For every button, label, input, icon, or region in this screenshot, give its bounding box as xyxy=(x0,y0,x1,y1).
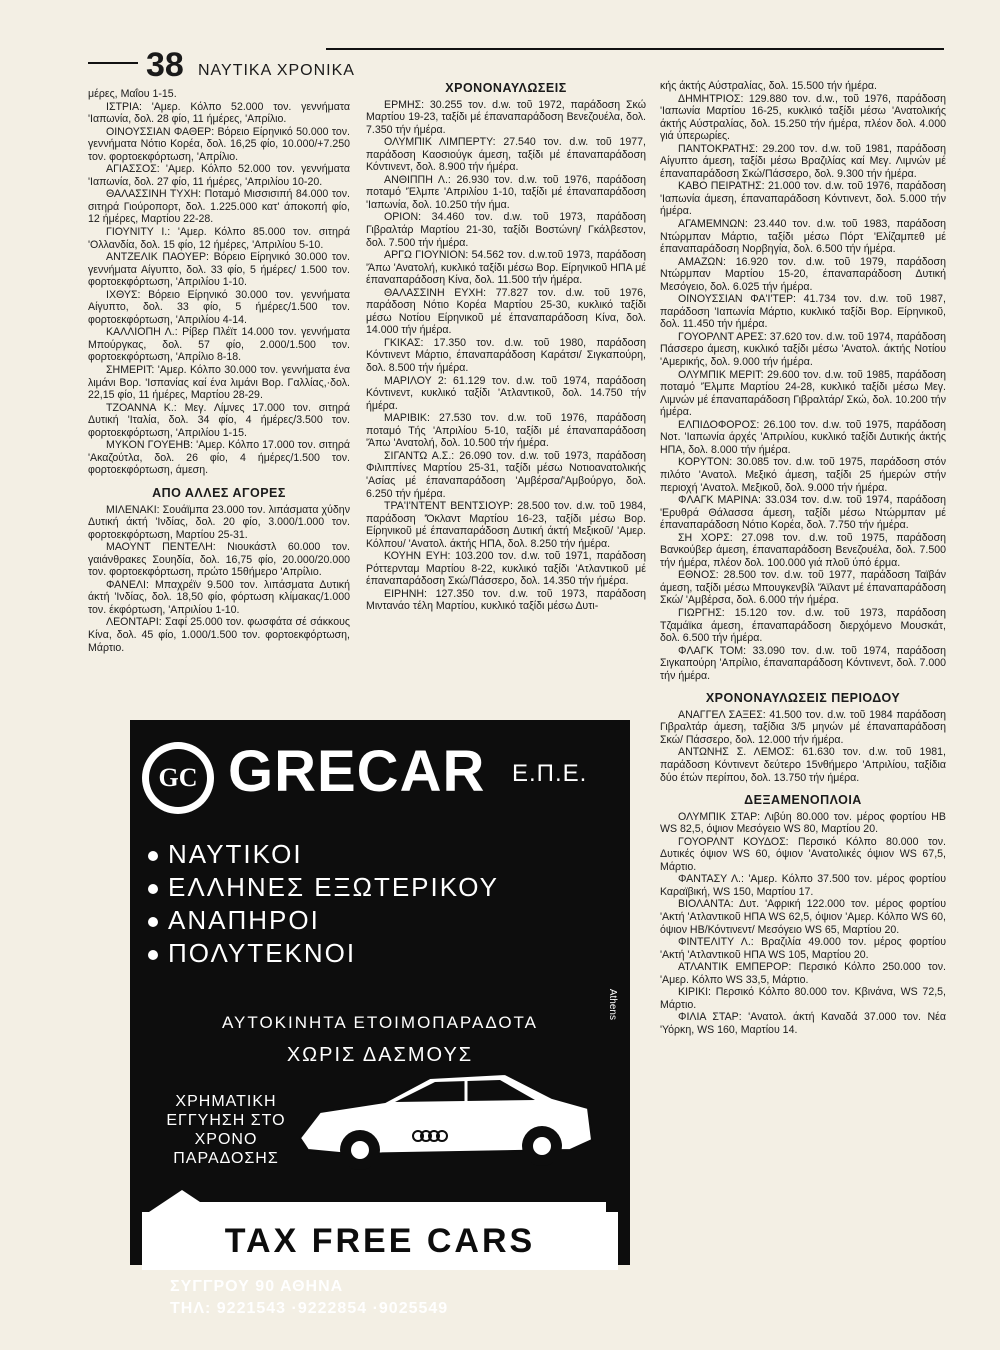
ad-phones: ΤΗΛ: 9221543 ·9222854 ·9025549 xyxy=(170,1300,449,1317)
list-item: ΚΑΛΛΙΟΠΗ Λ.: Ρίβερ Πλέϊτ 14.000 τον. γεννήματα Μπούργκας, δολ. 57 φίο, 2.000/1.500 τον. φορτοεκφόρτωση, 'Απρίλιο 8-18. xyxy=(88,326,350,364)
list-item: ΦΛΑΓΚ ΜΑΡΙΝΑ: 33.034 τον. d.w. τοῦ 1974, παράδοση 'Ερυθρά Θάλασσα άμεση, ταξίδι μέσω Ντώρμπαν μέ έπαναπαράδοση Νότιο Κορέα, δολ. 7.750 τήν ήμέρα. xyxy=(660,494,946,532)
list-item: ΜΑΡΙΛΟΥ 2: 61.129 τον. d.w. τοῦ 1974, παράδοση Κόντινεντ, κυκλικό ταξίδι 'Ατλαντικοῦ, δολ. 14.750 τήν ήμέρα. xyxy=(366,374,646,412)
list-item: ΦΙΛΙΑ ΣΤΑΡ: 'Ανατολ. άκτή Καναδά 37.000 τον. Νέα 'Υόρκη, WS 160, Μαρτίου 14. xyxy=(660,1011,946,1036)
section-title-period-charters: ΧΡΟΝΟΝΑΥΛΩΣΕΙΣ ΠΕΡΙΟΔΟΥ xyxy=(705,691,901,706)
header-rule-left xyxy=(88,62,138,64)
column-1 xyxy=(88,88,350,654)
list-item: ΟΙΝΟΥΣΣΙΑΝ ΦΑ'Ι'ΤΕΡ: 41.734 τον. d.w. τοῦ 1987, παράδοση 'Ιαπωνία Μάρτιο, κυκλικό ταξίδι Βορ. Είρηνικοῦ, δολ. 11.450 τήν ήμέρα. xyxy=(660,293,946,331)
list-item: ΜΥΚΟΝ ΓΟΥΕΗΒ: 'Αμερ. Κόλπο 17.000 τον. σιτηρά 'Ακαζούτλα, δολ. 26 φίο, 4 ήμέρες/1.500 τον. φορτοεκφόρτωση, άμεση. xyxy=(88,439,350,477)
bullet-icon xyxy=(148,884,158,894)
ad-bullet-item: ΑΝΑΠΗΡΟΙ xyxy=(148,904,618,937)
list-item: ΜΙΛΕΝΑΚΙ: Σουάϊμπα 23.000 τον. λιπάσματα χύδην Δυτική άκτή 'Ινδίας, δολ. 20 φίο, 3.000/1.000 τον. φορτοεκφόρτωση, Μαρτίου 25-31. xyxy=(88,503,350,541)
list-item: ΑΓΑΜΕΜΝΩΝ: 23.440 τον. d.w. τοῦ 1983, παράδοση Ντώρμπαν Μάρτιο, ταξίδι μέσω Πόρτ 'Ελίζαμπεθ μέ έπαναπαράδοση Νορβηγία, δολ. 6.500 τήν ήμέρα. xyxy=(660,218,946,256)
list-item: ΣΗ ΧΟΡΣ: 27.098 τον. d.w. τοῦ 1975, παράδοση Βανκούβερ άμεση, έπαναπαράδοση Βενεζουέλα, δολ. 7.500 τήν ήμέρα, πλέον δολ. 100.000 γιά πλοῦ ύπό έρμα. xyxy=(660,531,946,569)
grecar-logo xyxy=(142,742,214,814)
bullet-icon xyxy=(148,917,158,927)
ad-brand-name: GRECAR xyxy=(228,739,486,804)
list-item: ΠΑΝΤΟΚΡΑΤΗΣ: 29.200 τον. d.w. τοῦ 1981, παράδοση Αίγυπτο άμεση, ταξίδι μέσω Βραζιλίας καί Μεγ. Λιμνών μέ έπαναπαράδοση Σκώ/Πάσσερο, δολ. 9.300 τήν ήμέρα. xyxy=(660,142,946,180)
list-item: ΑΤΛΑΝΤΙΚ ΕΜΠΕΡΟΡ: Περσικό Κόλπο 250.000 τον. 'Αμερ. Κόλπο WS 33,5, Μάρτιο. xyxy=(660,961,946,986)
list-item: ΜΑΡΙΒΙΚ: 27.530 τον. d.w. τοῦ 1976, παράδοση ποταμό Τής 'Απριλίου 5-10, ταξίδι μέ έπαναπαράδοση 'Άπω 'Ανατολή, δολ. 10.500 τήν ήμέρα. xyxy=(366,412,646,450)
ad-bullet-item: ΕΛΛΗΝΕΣ ΕΞΩΤΕΡΙΚΟΥ xyxy=(148,871,618,904)
ad-athens-label: Athens xyxy=(607,988,618,1020)
bullet-icon xyxy=(148,851,158,861)
list-item: ΚΟΡΥΤΟΝ: 30.085 τον. d.w. τοῦ 1975, παράδοση στόν πιλότο 'Ανατολ. Μεξικό άμεση, ταξίδι 25 ήμερών στήν περιοχή 'Ανατολ. Μεξικοῦ, δολ. 9.000 τήν ήμέρα. xyxy=(660,456,946,494)
ad-bullet-item: ΝΑΥΤΙΚΟΙ xyxy=(148,838,618,871)
section-title-tankers: ΔΕΞΑΜΕΝΟΠΛΟΙΑ xyxy=(744,793,862,808)
list-item: ΦΑΝΕΛΙ: Μπαχρέϊν 9.500 τον. λιπάσματα Δυτική άκτή 'Ινδίας, δολ. 18,50 φίο, φόρτωση κλίμακας/1.000 τον. έκφόρτωση, 'Απριλίου 1-10. xyxy=(88,578,350,616)
list-item: ΟΛΥΜΠΙΚ ΣΤΑΡ: Λιβύη 80.000 τον. μέρος φορτίου ΗΒ WS 82,5, όψιον Μεσόγειο WS 80, Μαρτίου 20. xyxy=(660,810,946,836)
list-item: ΕΛΠΙΔΟΦΟΡΟΣ: 26.100 τον. d.w. τοῦ 1975, παράδοση Νοτ. 'Ιαπωνία άρχές 'Απριλίου, κυκλικό ταξίδι Δυτικής άκτής ΗΠΑ, δολ. 8.000 τήν ήμέρα. xyxy=(660,418,946,456)
list-item: ΟΛΥΜΠΙΚ ΛΙΜΠΕΡΤΥ: 27.540 τον. d.w. τοῦ 1977, παράδοση Καοσιούγκ άμεση, ταξίδι μέ έπαναπαράδοση Κόντινεντ, δολ. 8.900 τήν ήμέρα. xyxy=(366,136,646,174)
list-item: ΦΑΝΤΑΣΥ Λ.: 'Αμερ. Κόλπο 37.500 τον. μέρος φορτίου Καραϊβική, WS 150, Μαρτίου 17. xyxy=(660,873,946,898)
ad-banner-tax-free: TAX FREE CARS xyxy=(142,1212,618,1270)
list-item: ΔΗΜΗΤΡΙΟΣ: 129.880 τον. d.w., τοῦ 1976, παράδοση 'Ιαπωνία Μαρτίου 16-25, κυκλικό ταξίδι μέσω 'Ανατολικής άκτής Αύστραλίας, δολ. 15.250 τήν ήμέρα, πλέον δολ. 4.000 γιά ύπερωρίες. xyxy=(660,92,946,143)
list-item: ΦΛΑΓΚ ΤΟΜ: 33.090 τον. d.w. τοῦ 1974, παράδοση Σιγκαπούρη 'Απρίλιο, έπαναπαράδοση Κόντινεντ, δολ. 7.000 τήν ήμέρα. xyxy=(660,644,946,682)
list-item: ΓΟΥΟΡΛΝΤ ΑΡΕΣ: 37.620 τον. d.w. τοῦ 1974, παράδοση Πάσσερο άμεση, κυκλικό ταξίδι μέσω 'Ανατολ. άκτής Νοτίου 'Αμερικής, δολ. 9.000 τήν ήμέρα. xyxy=(660,330,946,369)
page-number: 38 xyxy=(146,46,184,84)
bullet-icon xyxy=(148,950,158,960)
list-item: ΤΡΑ'Ι'ΝΤΕΝΤ ΒΕΝΤΣΙΟΥΡ: 28.500 τον. d.w. τοῦ 1984, παράδοση 'Όκλαντ Μαρτίου 16-23, ταξίδι μέσω Βορ. Είρηνικοῦ μέ έπαναπαράδοση Δυτική άκτή Μεξικοῦ/ 'Αμερ. Κόλπου/ 'Ανατολ. άκτής ΗΠΑ, δολ. 8.250 τήν ήμέρα. xyxy=(366,500,646,550)
list-item: ΙΣΤΡΙΑ: 'Αμερ. Κόλπο 52.000 τον. γεννήματα 'Ιαπωνία, δολ. 28 φίο, 11 ήμέρες, 'Απρίλιο. xyxy=(88,100,350,126)
list-item: ΘΑΛΑΣΣΙΝΗ ΤΥΧΗ: Ποταμό Μισσισιπή 84.000 τον. σιτηρά Γιούροπορτ, δολ. 1.225.000 κατ' άποκοπή φίο, 12 ήμέρες, Μαρτίου 22-28. xyxy=(88,188,350,226)
grecar-advertisement xyxy=(130,720,630,1317)
list-item: ΓΙΟΥΝΙΤΥ Ι.: 'Αμερ. Κόλπο 85.000 τον. σιτηρά 'Ολλανδία, δολ. 15 φίο, 12 ήμέρες, 'Απριλίου 5-10. xyxy=(88,226,350,251)
logo-letters: GC xyxy=(149,749,207,807)
list-item: ΑΜΑΖΩΝ: 16.920 τον. d.w. τοῦ 1979, παράδοση Ντώρμπαν Μαρτίου 15-20, έπαναπαράδοση Δυτική Μεσόγειο, δολ. 6.025 τήν ήμέρα. xyxy=(660,255,946,293)
list-item: ΟΛΥΜΠΙΚ ΜΕΡΙΤ: 29.600 τον. d.w. τοῦ 1985, παράδοση ποταμό 'Έλμπε Μαρτίου 24-28, κυκλικό ταξίδι μέσω Μεγ. Λιμνών μέ έπαναπαράδοση Γιβραλτάρ/ Σκώ, δολ. 10.200 τήν ήμέρα. xyxy=(660,368,946,419)
list-item: ΓΙΩΡΓΗΣ: 15.120 τον. d.w. τοῦ 1973, παράδοση Τζαμάϊκα άμεση, έπαναπαράδοση διερχόμενο Μουσκάτ, δολ. 6.500 τήν ήμέρα. xyxy=(660,606,946,645)
list-item: ΣΙΓΑΝΤΩ Α.Σ.: 26.090 τον. d.w. τοῦ 1973, παράδοση Φιλιππίνες Μαρτίου 25-31, ταξίδι μέσω Νοτιοανατολικής 'Ασίας μέ έπαναπαράδοση 'Αμβέρσα/'Αμβούργο, δολ. 6.250 τήν ήμέρα. xyxy=(366,449,646,500)
list-item: ΚΟΥΗΝ ΕΥΗ: 103.200 τον. d.w. τοῦ 1971, παράδοση Ρόττερνταμ Μαρτίου 8-22, κυκλικό ταξίδι 'Ατλαντικοῦ μέ έπαναπαράδοση Σκώ/Πάσσερο, δολ. 14.350 τήν ήμέρα. xyxy=(366,550,646,588)
list-item: ΑΝΤΖΕΛΙΚ ΠΑΟΥΕΡ: Βόρειο Είρηνικό 30.000 τον. γεννήματα Αίγυπτο, δολ. 33 φίο, 5 ήμέρες/ 1.500 τον. φορτοεκφόρτωση, 'Απριλίου 1-10. xyxy=(88,251,350,289)
list-item: μέρες, Μαΐου 1-15. xyxy=(88,88,177,100)
list-item: ΤΖΟΑΝΝΑ Κ.: Μεγ. Λίμνες 17.000 τον. σιτηρά Δυτική 'Ιταλία, δολ. 34 φίο, 4 ήμέρες/3.500 τον. φορτοεκφόρτωση, 'Απριλίου 1-15. xyxy=(88,401,350,439)
list-item: ΑΓΙΑΣΣΟΣ: 'Αμερ. Κόλπο 52.000 τον. γεννήματα 'Ιαπωνία, δολ. 27 φίο, 11 ήμέρες, 'Απριλίου 10-20. xyxy=(88,163,350,188)
list-item: ΚΑΒΟ ΠΕΙΡΑΤΗΣ: 21.000 τον. d.w. τοῦ 1976, παράδοση 'Ιαπωνία άμεση, έπαναπαράδοση Κόντινεντ, δολ. 5.000 τήν ήμέρα. xyxy=(660,180,946,218)
list-item: ΑΝΘΙΠΠΗ Λ.: 26.930 τον. d.w. τοῦ 1976, παράδοση ποταμό 'Έλμπε 'Απριλίου 1-10, ταξίδι μέ έπαναπαράδοση 'Ιαπωνία, δολ. 10.250 τήν ήμα. xyxy=(366,173,646,211)
section-title-time-charters: ΧΡΟΝΟΝΑΥΛΩΣΕΙΣ xyxy=(445,81,567,95)
arrow-up-icon xyxy=(146,1190,616,1214)
list-item: ΑΝΤΩΝΗΣ Σ. ΛΕΜΟΣ: 61.630 τον. d.w. τοῦ 1981, παράδοση Κόντινεντ δεύτερο 15νθήμερο 'Απριλίου, ταξίδια δύο έτών περίπου, δολ. 13.750 τήν ήμέρα. xyxy=(660,746,946,784)
car-illustration xyxy=(290,1050,600,1180)
list-item: ΜΑΟΥΝΤ ΠΕΝΤΕΛΗ: Νιουκάστλ 60.000 τον. γαιάνθρακες Σουηδία, δολ. 16,75 φίο, 20.000/20.000 τον. φορτοεκφόρτωση, πρώτο 15θήμερο 'Απρίλιο. xyxy=(88,541,350,579)
column-2 xyxy=(366,82,646,613)
list-item: ΑΡΓΩ ΓΙΟΥΝΙΟΝ: 54.562 τον. d.w.τοῦ 1973, παράδοση 'Άπω 'Ανατολή, κυκλικό ταξίδι μέσω Βορ. Είρηνικοῦ ΗΠΑ μέ έπαναπαράδοση Κίνα, δολ. 11.500 τήν ήμέρα. xyxy=(366,249,646,287)
list-item: ΕΡΜΗΣ: 30.255 τον. d.w. τοῦ 1972, παράδοση Σκώ Μαρτίου 19-23, ταξίδι μέ έπαναπαράδοση Βενεζουέλα, δολ. 7.350 τήν ήμέρα. xyxy=(366,98,646,136)
ad-brand-suffix: Ε.Π.Ε. xyxy=(512,760,588,787)
list-item: ΓΚΙΚΑΣ: 17.350 τον. d.w. τοῦ 1980, παράδοση Κόντινεντ Μάρτιο, έπαναπαράδοση Καράτσι/ Σιγκαπούρη, δολ. 8.500 τήν ήμέρα. xyxy=(366,336,646,375)
list-item: ΕΘΝΟΣ: 28.500 τον. d.w. τοῦ 1977, παράδοση Ταϊβάν άμεση, ταξίδι μέσω Μπουγκενβίλ 'Άϊλαντ μέ έπαναπαράδοση Σκώ/ 'Αμβέρσα, δολ. 6.000 τήν ήμέρα. xyxy=(660,569,946,607)
list-item: ΕΙΡΗΝΗ: 127.350 τον. d.w. τοῦ 1973, παράδοση Μιντανάο τέλη Μαρτίου, κυκλικό ταξίδι μέσω Δυτι- xyxy=(366,587,646,613)
list-item: ΘΑΛΑΣΣΙΝΗ ΕΥΧΗ: 77.827 τον. d.w. τοῦ 1976, παράδοση Νότιο Κορέα Μαρτίου 25-30, κυκλικό ταξίδι μέσω Νοτίου Είρηνικοῦ μέ έπαναπαράδοση Κίνα, δολ. 14.000 τήν ήμέρα. xyxy=(366,286,646,337)
list-item: ΚΙΡΙΚΙ: Περσικό Κόλπο 80.000 τον. Κβινάνα, WS 72,5, Μάρτιο. xyxy=(660,986,946,1011)
list-item: ΑΝΑΓΓΕΛ ΣΑΞΕΣ: 41.500 τον. d.w. τοῦ 1984 παράδοση Γιβραλτάρ άμεση, ταξίδια 3/5 μηνών μέ έπαναπαράδοση Σκώ/ Πάσσερο, δολ. 12.000 τήν ήμέρα. xyxy=(660,708,946,746)
header-rule xyxy=(326,48,944,50)
list-item: ΦΙΝΤΕΛΙΤΥ Λ.: Βραζιλία 49.000 τον. μέρος φορτίου 'Ακτή 'Ατλαντικοῦ ΗΠΑ WS 105, Μαρτίου 20. xyxy=(660,936,946,961)
list-item: κής άκτής Αύστραλίας, δολ. 15.500 τήν ήμέρα. xyxy=(660,80,877,92)
list-item: ΣΗΜΕΡΙΤ: 'Αμερ. Κόλπο 30.000 τον. γεννήματα ένα λιμάνι Βορ. 'Ισπανίας καί ένα λιμάνι Βορ. Γαλλίας,·δολ. 22,15 φίο, 11 ήμέρες, Μαρτίου 28-29. xyxy=(88,364,350,402)
ad-guarantee: ΧΡΗΜΑΤΙΚΗ ΕΓΓΥΗΣΗ ΣΤΟ ΧΡΟΝΟ ΠΑΡΑΔΟΣΗΣ xyxy=(166,1093,286,1167)
ad-bullet-item: ΠΟΛΥΤΕΚΝΟΙ xyxy=(148,937,618,970)
list-item: ΙΧΘΥΣ: Βόρειο Είρηνικό 30.000 τον. γεννήματα Αίγυπτο, δολ. 33 φίο, 5 ήμέρες/1.500 τον. φορτοεκφόρτωση, 'Απριλίου 4-14. xyxy=(88,288,350,326)
column-3 xyxy=(660,80,946,1036)
list-item: ΛΕΟΝΤΑΡΙ: Σαφί 25.000 τον. φωσφάτα σέ σάκκους Κίνα, δολ. 45 φίο, 1.000/1.500 τον. φορτοεκφόρτωση, Μάρτιο. xyxy=(88,616,350,654)
ad-bullet-list xyxy=(148,838,618,970)
list-item: ΓΟΥΟΡΛΝΤ ΚΟΥΔΟΣ: Περσικό Κόλπο 80.000 τον. Δυτικές όψιον WS 60, όψιον 'Ανατολικές όψιον WS 67,5, Μάρτιο. xyxy=(660,835,946,873)
list-item: ΟΙΝΟΥΣΣΙΑΝ ΦΑΘΕΡ: Βόρειο Είρηνικό 50.000 τον. γεννήματα Νότιο Κορέα, δολ. 16,25 φίο, 10.000/+7.250 τον. φορτοεκφόρτωση, 'Απρίλιο. xyxy=(88,125,350,163)
ad-address: ΣΥΓΓΡΟΥ 90 ΑΘΗΝΑ xyxy=(170,1278,344,1295)
section-title-other-markets: ΑΠΟ ΑΛΛΕΣ ΑΓΟΡΕΣ xyxy=(152,485,286,500)
ad-ready-cars: ΑΥΤΟΚΙΝΗΤΑ ΕΤΟΙΜΟΠΑΡΑΔΟΤΑ xyxy=(221,1013,539,1032)
ad-duty-free: ΧΩΡΙΣ ΔΑΣΜΟΥΣ xyxy=(286,1044,474,1066)
publication-title: ΝΑΥΤΙΚΑ ΧΡΟΝΙΚΑ xyxy=(198,62,355,79)
list-item: ΟΡΙΟΝ: 34.460 τον. d.w. τοῦ 1973, παράδοση Γιβραλτάρ Μαρτίου 21-30, ταξίδι Βοστώνη/ Γκάλβεστον, δολ. 7.500 τήν ήμέρα. xyxy=(366,211,646,249)
list-item: ΒΙΟΛΑΝΤΑ: Δυτ. 'Αφρική 122.000 τον. μέρος φορτίου 'Ακτή 'Ατλαντικοῦ ΗΠΑ WS 62,5, όψιον 'Αμερ. Κόλπο WS 60, όψιον ΗΒ/Κόντινεντ/ Μεσόγειο WS 65, Μαρτίου 20. xyxy=(660,898,946,936)
